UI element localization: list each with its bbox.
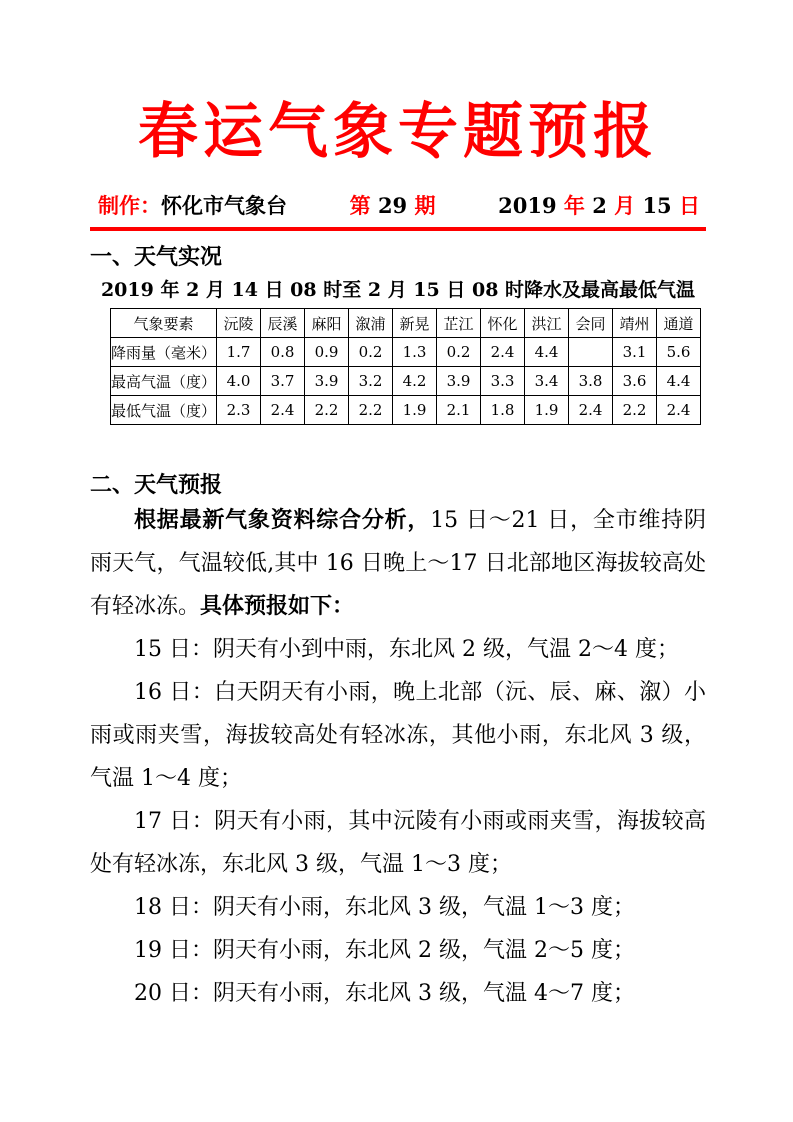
cell: 2.4 (657, 396, 701, 425)
forecast-body (90, 499, 706, 1015)
station-header: 麻阳 (305, 309, 349, 338)
cell: 3.1 (613, 338, 657, 367)
station-header: 芷江 (437, 309, 481, 338)
forecast-day-20: 20 日：阴天有小雨，东北风 3 级，气温 4～7 度； (134, 980, 635, 1006)
station-header: 沅陵 (217, 309, 261, 338)
station-header: 会同 (569, 309, 613, 338)
table-corner-header: 气象要素 (111, 309, 217, 338)
table-row-tmax (111, 367, 701, 396)
date-year: 2019 (498, 193, 557, 218)
table-row-tmin (111, 396, 701, 425)
cell: 1.7 (217, 338, 261, 367)
producer-name: 怀化市气象台 (161, 193, 287, 218)
forecast-intro (90, 499, 706, 628)
issue-value: 29 (377, 193, 408, 218)
cell: 3.8 (569, 367, 613, 396)
cell: 3.6 (613, 367, 657, 396)
table-header-row (111, 309, 701, 338)
station-header: 靖州 (613, 309, 657, 338)
station-header: 溆浦 (349, 309, 393, 338)
table-caption: 2019 年 2 月 14 日 08 时至 2 月 15 日 08 时降水及最高最低气温 (100, 279, 696, 302)
cell: 0.8 (261, 338, 305, 367)
cell: 2.1 (437, 396, 481, 425)
cell: 3.9 (437, 367, 481, 396)
forecast-day-19: 19 日：阴天有小雨，东北风 2 级，气温 2～5 度； (134, 937, 635, 963)
cell: 2.4 (569, 396, 613, 425)
cell: 1.9 (393, 396, 437, 425)
forecast-day-15: 15 日：阴天有小到中雨，东北风 2 级，气温 2～4 度； (134, 636, 679, 662)
cell: 2.2 (349, 396, 393, 425)
row-label: 最高气温（度） (111, 367, 217, 396)
cell: 5.6 (657, 338, 701, 367)
cell: 2.4 (261, 396, 305, 425)
cell: 3.2 (349, 367, 393, 396)
report-info-row (90, 190, 706, 220)
cell: 3.9 (305, 367, 349, 396)
row-label: 最低气温（度） (111, 396, 217, 425)
section-heading-forecast: 二、天气预报 (90, 472, 223, 499)
cell: 4.2 (393, 367, 437, 396)
cell: 1.9 (525, 396, 569, 425)
cell: 4.0 (217, 367, 261, 396)
date-day: 15 (642, 193, 672, 218)
cell: 3.3 (481, 367, 525, 396)
cell: 1.8 (481, 396, 525, 425)
date-month-label: 月 (614, 193, 636, 218)
date-day-label: 日 (678, 193, 700, 218)
section-heading-weather-actual: 一、天气实况 (90, 244, 223, 270)
table-row-rainfall (111, 338, 701, 367)
cell: 3.7 (261, 367, 305, 396)
cell: 2.4 (481, 338, 525, 367)
report-date (498, 190, 700, 220)
cell: 4.4 (525, 338, 569, 367)
weather-table (110, 308, 701, 425)
forecast-day-17: 17 日：阴天有小雨，其中沅陵有小雨或雨夹雪，海拔较高处有轻冰冻，东北风 3 级，气温 1～3 度； (90, 808, 706, 877)
issue-prefix: 第 (349, 193, 371, 218)
cell: 2.2 (305, 396, 349, 425)
red-divider-rule (90, 227, 706, 231)
cell: 0.2 (437, 338, 481, 367)
issue-suffix: 期 (414, 193, 436, 218)
date-month: 2 (592, 193, 607, 218)
cell: 0.9 (305, 338, 349, 367)
station-header: 通道 (657, 309, 701, 338)
cell: 2.3 (217, 396, 261, 425)
forecast-intro-text: 15 日～21 日，全市维持阴雨天气，气温较低,其中 16 日晚上～17 日北部地区海拔较高处有轻冰冻。 (90, 507, 706, 619)
date-year-label: 年 (563, 193, 585, 218)
station-header: 洪江 (525, 309, 569, 338)
forecast-day-16: 16 日：白天阴天有小雨，晚上北部（沅、辰、麻、溆）小雨或雨夹雪，海拔较高处有轻冰冻，其他小雨，东北风 3 级，气温 1～4 度； (90, 679, 706, 791)
producer-label: 制作： (98, 193, 161, 218)
cell (569, 338, 613, 367)
forecast-intro-tail: 具体预报如下： (200, 592, 355, 619)
cell: 1.3 (393, 338, 437, 367)
cell: 4.4 (657, 367, 701, 396)
cell: 3.4 (525, 367, 569, 396)
cell: 0.2 (349, 338, 393, 367)
issue-number (350, 190, 436, 220)
station-header: 辰溪 (261, 309, 305, 338)
row-label: 降雨量（毫米） (111, 338, 217, 367)
station-header: 新晃 (393, 309, 437, 338)
forecast-day-18: 18 日：阴天有小雨，东北风 3 级，气温 1～3 度； (134, 894, 635, 920)
report-title: 春运气象专题预报 (138, 97, 658, 167)
forecast-intro-lead: 根据最新气象资料综合分析， (134, 506, 431, 533)
cell: 2.2 (613, 396, 657, 425)
station-header: 怀化 (481, 309, 525, 338)
producer (98, 190, 287, 220)
